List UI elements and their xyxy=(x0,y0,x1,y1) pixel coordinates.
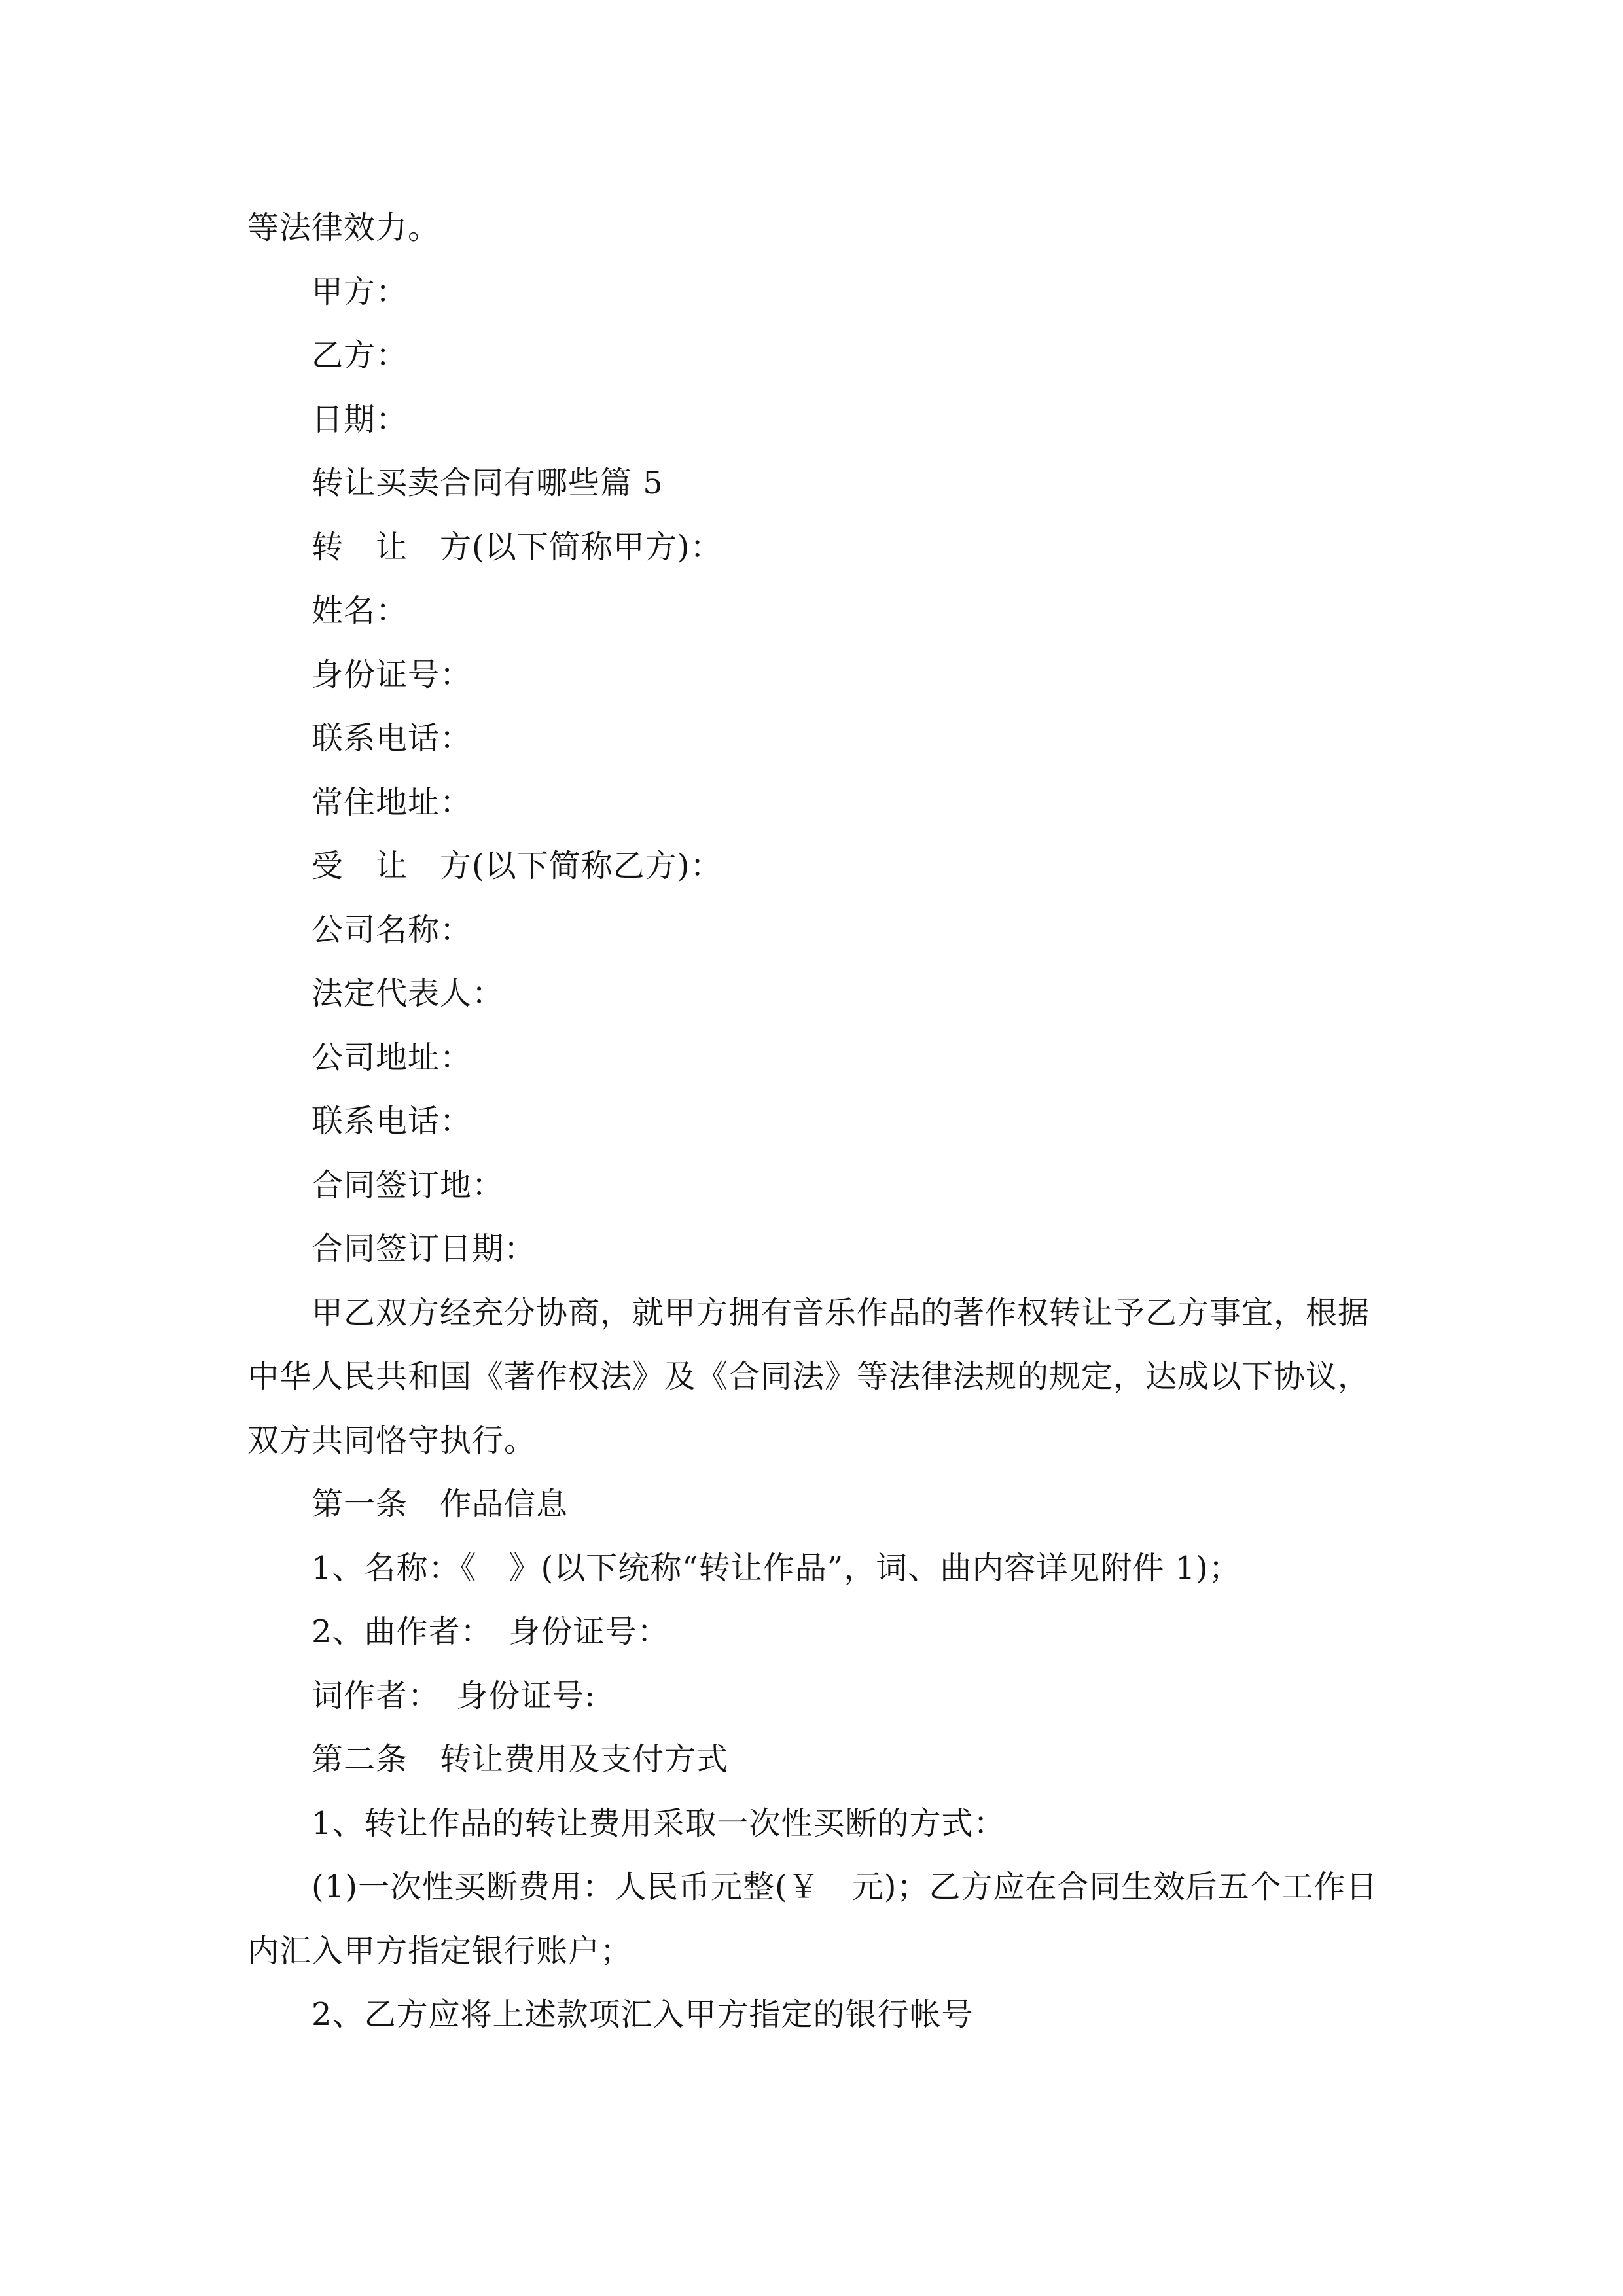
article-heading: 第二条 转让费用及支付方式 xyxy=(312,1741,729,1778)
preamble-line: 甲乙双方经充分协商，就甲方拥有音乐作品的著作权转让予乙方事宜，根据 xyxy=(312,1294,1370,1331)
document-body xyxy=(247,196,1386,2047)
name-field: 姓名： xyxy=(312,592,408,629)
legal-rep-field: 法定代表人： xyxy=(312,975,505,1012)
preamble-line: 双方共同恪守执行。 xyxy=(247,1422,537,1459)
transferee-heading: 受 让 方(以下简称乙方)： xyxy=(312,848,722,884)
date-line: 日期： xyxy=(312,401,408,438)
signing-date-field: 合同签订日期： xyxy=(312,1230,537,1267)
phone-field: 联系电话： xyxy=(312,720,473,757)
article-heading: 第一条 作品信息 xyxy=(312,1486,569,1522)
clause-line: 1、转让作品的转让费用采取一次性买断的方式： xyxy=(312,1804,1006,1842)
party-a-line: 甲方： xyxy=(312,273,408,310)
party-b-line: 乙方： xyxy=(312,337,408,374)
clause-line: (1)一次性买断费用：人民币元整(￥ 元)；乙方应在合同生效后五个工作日 xyxy=(312,1869,1378,1905)
id-number-field: 身份证号： xyxy=(312,656,473,693)
phone-field: 联系电话： xyxy=(312,1103,473,1139)
company-name-field: 公司名称： xyxy=(312,911,473,948)
clause-line: 2、乙方应将上述款项汇入甲方指定的银行帐号 xyxy=(312,1996,974,2033)
clause-line: 词作者： 身份证号: xyxy=(312,1677,596,1714)
transferor-heading: 转 让 方(以下简称甲方)： xyxy=(312,528,722,565)
text-line: 等法律效力。 xyxy=(247,209,440,246)
signing-place-field: 合同签订地： xyxy=(312,1166,505,1204)
clause-line: 内汇入甲方指定银行账户； xyxy=(247,1932,633,1969)
section-title: 转让买卖合同有哪些篇 5 xyxy=(312,465,664,501)
clause-line: 1、名称：《 》(以下统称“转让作品”，词、曲内容详见附件 1)； xyxy=(312,1549,1241,1587)
preamble-line: 中华人民共和国《著作权法》及《合同法》等法律法规的规定，达成以下协议， xyxy=(247,1358,1370,1395)
clause-line: 2、曲作者： 身份证号： xyxy=(312,1613,669,1650)
address-field: 常住地址： xyxy=(312,783,473,821)
company-address-field: 公司地址： xyxy=(312,1039,473,1076)
